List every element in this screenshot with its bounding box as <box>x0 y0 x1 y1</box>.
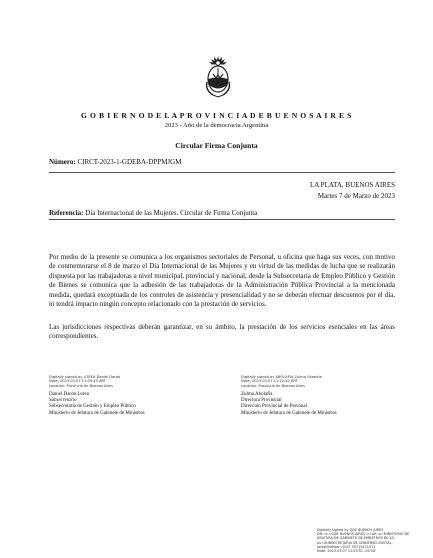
stamp-line: Location: Provincia de Buenos Aires <box>49 383 113 388</box>
document-number-label: Número: <box>49 158 76 166</box>
signer-unit: Subsecretaría de Gestión y Empleo Público <box>49 404 136 410</box>
stamp-line: Digitally signed by ABOLAFIA Zulma Grasiela <box>241 375 322 379</box>
divider <box>49 219 395 220</box>
body-paragraph-2: Las jurisdicciones respectivas deberán garantizar, en su ámbito, la prestación de los servicios esenciales en las áreas correspondientes. <box>49 323 395 341</box>
signer-name: Zulma Abolafia <box>241 392 273 397</box>
stamp-line: Location: Provincia de Buenos Aires <box>241 383 305 388</box>
stamp-line: serialNumber=CUIT 30715471511 <box>317 544 376 549</box>
stamp-line: ou=SUBSECRETARIA DE GOBIERNO DIGITAL, <box>317 540 393 545</box>
divider <box>49 172 395 173</box>
reference-label: Referencia: <box>49 209 84 217</box>
signature-block <box>241 392 337 417</box>
document-type-title: Circular Firma Conjunta <box>175 141 258 150</box>
stamp-line: Digitally signed by GDE BUENOS AIRES <box>317 528 384 532</box>
stamp-line: JEFATURA DE GABINETE DE MINISTROS BS AS, <box>317 536 395 541</box>
signer-unit: Dirección Provincial de Personal <box>241 404 307 410</box>
stamp-line: Date: 2023.03.07 11:22:40 ART <box>241 379 298 384</box>
stamp-line: Digitally signed by LOREA Daniel Dardo <box>49 375 121 379</box>
signer-ministry: Ministerio de Jefatura de Gabinete de Ministros <box>241 410 337 416</box>
body-paragraph-1: Por medio de la presente se comunica a los organismos sectoriales de Personal, u oficina que haga sus veces, con motivo de conmemorarse el 8 de marzo el Día Internacional de las Mujeres y en virtud de las medidas de lucha que se realizarán dispuesta por las trabajadoras a nivel municipal, provincial y nacional, desde la Subsecretaría de Empleo Público y Gestión de Bienes se comunica que la adhesión de las trabajadoras de la Administración Pública Provincial a la mencionada medida, quedará exceptuada de los controles de asistencia y presencialidad y no se deberán efectuar descuentos por el día, ni tendrá impacto ningún concepto relacionado con la prestación de servicios. <box>49 253 395 309</box>
date: Martes 7 de Marzo de 2023 <box>317 192 395 200</box>
document-number-value: CIRCT-2023-1-GDEBA-DPPMJGM <box>77 158 182 166</box>
signature-block <box>49 392 145 417</box>
stamp-line: DN: cn=GDE BUENOS AIRES, c=AR, o=MINISTERIO DE <box>317 532 410 537</box>
year-motto: 2023 - Año de la democracia Argentina <box>164 122 269 129</box>
gde-digital-signature-stamp <box>317 528 409 553</box>
reference-row <box>49 209 257 217</box>
stamp-line: Date: 2023.03.07 11:23:51 -03'00' <box>317 549 376 554</box>
signer-role: Directora Provincial <box>241 398 282 404</box>
reference-value: Día Internacional de las Mujeres. Circular de Firma Conjunta <box>85 209 258 217</box>
government-heading: G O B I E R N O D E L A P R O V I N C I A D E B U E N O S A I R E S <box>81 111 352 120</box>
document-number-row <box>49 158 181 166</box>
signer-ministry: Ministerio de Jefatura de Gabinete de Ministros <box>49 410 145 416</box>
digital-signature-stamp <box>241 375 322 388</box>
province-coat-of-arms-icon <box>203 54 233 98</box>
signer-role: Subsecretario <box>49 398 77 404</box>
stamp-line: Date: 2023.03.07 11:09:43 ART <box>49 379 106 384</box>
signer-name: Daniel Dardo Lorea <box>49 392 89 397</box>
place: LA PLATA, BUENOS AIRES <box>309 181 395 189</box>
digital-signature-stamp <box>49 375 120 388</box>
